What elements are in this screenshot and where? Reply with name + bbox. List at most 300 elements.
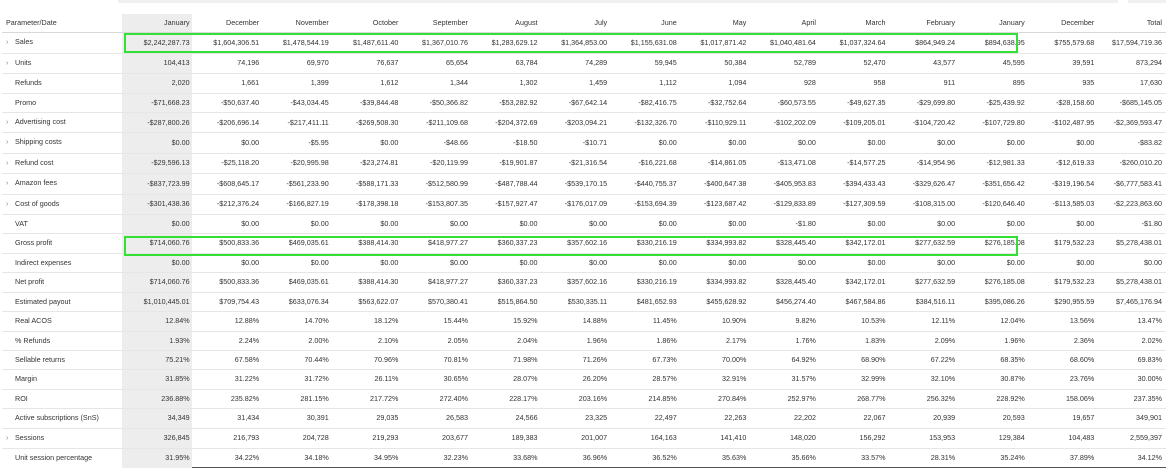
- table-cell: 268.77%: [818, 389, 888, 408]
- row-label[interactable]: [2, 133, 122, 153]
- column-header-total[interactable]: Total: [1096, 14, 1166, 33]
- table-cell: 37.89%: [1027, 448, 1097, 467]
- table-cell: $388,414.30: [331, 234, 401, 253]
- table-cell: -$102,487.95: [1027, 113, 1097, 133]
- row-label-text: % Refunds: [15, 335, 51, 345]
- table-cell: 70.44%: [261, 350, 331, 369]
- table-cell: $1,604,306.51: [192, 33, 262, 53]
- row-label[interactable]: [2, 174, 122, 194]
- table-cell: $0.00: [331, 253, 401, 272]
- table-cell: $0.00: [748, 133, 818, 153]
- column-header-month[interactable]: November: [261, 14, 331, 33]
- table-cell: $276,185.08: [957, 234, 1027, 253]
- table-cell: $328,445.40: [748, 234, 818, 253]
- table-cell: $418,977.27: [400, 273, 470, 292]
- table-cell: -$53,282.92: [470, 93, 540, 112]
- table-cell: 71.98%: [470, 350, 540, 369]
- table-cell: -$212,376.24: [192, 194, 262, 214]
- table-cell: -$1.80: [748, 215, 818, 234]
- table-cell: 1.93%: [122, 331, 192, 350]
- table-cell: $2,242,287.73: [122, 33, 192, 53]
- table-cell: -$60,573.55: [748, 93, 818, 112]
- table-cell: $1,487,611.40: [331, 33, 401, 53]
- table-cell: -$12,981.33: [957, 153, 1027, 173]
- table-cell: -$329,626.47: [888, 174, 958, 194]
- chevron-right-icon[interactable]: ›: [6, 39, 9, 47]
- table-cell: 64.92%: [748, 350, 818, 369]
- table-cell: $864,949.24: [888, 33, 958, 53]
- table-cell: 32.10%: [888, 370, 958, 389]
- table-cell: $357,602.16: [540, 234, 610, 253]
- table-cell: 14.70%: [261, 312, 331, 331]
- row-label: [2, 409, 122, 428]
- table-cell: 272.40%: [400, 389, 470, 408]
- table-cell: 2.02%: [1096, 331, 1166, 350]
- table-cell: 104,413: [122, 53, 192, 73]
- row-label[interactable]: [2, 428, 122, 448]
- row-label-text: Shipping costs: [15, 137, 62, 147]
- row-label-text: Refund cost: [15, 157, 54, 167]
- table-cell: 2.00%: [261, 331, 331, 350]
- table-cell: 28.07%: [470, 370, 540, 389]
- table-cell: $334,993.82: [679, 273, 749, 292]
- table-cell: -$23,274.81: [331, 153, 401, 173]
- table-cell: -$608,645.17: [192, 174, 262, 194]
- chevron-right-icon[interactable]: ›: [6, 434, 9, 442]
- row-label[interactable]: [2, 194, 122, 214]
- table-row[interactable]: [2, 33, 1166, 53]
- table-cell: 67.73%: [609, 350, 679, 369]
- table-cell: 1,344: [400, 74, 470, 93]
- table-cell: 31.85%: [122, 370, 192, 389]
- table-cell: $0.00: [331, 133, 401, 153]
- table-cell: 23,325: [540, 409, 610, 428]
- table-cell: $1,017,871.42: [679, 33, 749, 53]
- row-label-text: Cost of goods: [15, 198, 60, 208]
- table-cell: 30.87%: [957, 370, 1027, 389]
- table-cell: 26.20%: [540, 370, 610, 389]
- table-cell: -$32,752.64: [679, 93, 749, 112]
- table-row: [2, 215, 1166, 234]
- table-cell: -$18.50: [470, 133, 540, 153]
- column-header-month[interactable]: January: [957, 14, 1027, 33]
- table-cell: $0.00: [540, 215, 610, 234]
- table-cell: -$10.71: [540, 133, 610, 153]
- table-cell: 256.32%: [888, 389, 958, 408]
- table-cell: $5,278,438.01: [1096, 234, 1166, 253]
- table-cell: 13.47%: [1096, 312, 1166, 331]
- chevron-right-icon[interactable]: ›: [6, 180, 9, 188]
- table-cell: $0.00: [679, 215, 749, 234]
- table-cell: 24,566: [470, 409, 540, 428]
- table-cell: $357,602.16: [540, 273, 610, 292]
- table-cell: 20,593: [957, 409, 1027, 428]
- table-cell: -$102,202.09: [748, 113, 818, 133]
- table-row[interactable]: [2, 53, 1166, 73]
- table-cell: $515,864.50: [470, 292, 540, 311]
- table-cell: -$127,309.59: [818, 194, 888, 214]
- column-header-month[interactable]: February: [888, 14, 958, 33]
- row-label: [2, 292, 122, 311]
- table-cell: 75.21%: [122, 350, 192, 369]
- table-cell: -$109,205.01: [818, 113, 888, 133]
- table-cell: 35.63%: [679, 448, 749, 467]
- table-cell: $469,035.61: [261, 234, 331, 253]
- table-row[interactable]: [2, 428, 1166, 448]
- table-cell: 203,677: [400, 428, 470, 448]
- table-cell: -$5.95: [261, 133, 331, 153]
- table-cell: 141,410: [679, 428, 749, 448]
- table-cell: $714,060.76: [122, 273, 192, 292]
- table-cell: 935: [1027, 74, 1097, 93]
- table-cell: 34.95%: [331, 448, 401, 467]
- table-cell: 15.44%: [400, 312, 470, 331]
- row-label[interactable]: [2, 113, 122, 133]
- table-cell: 69,970: [261, 53, 331, 73]
- table-row[interactable]: [2, 174, 1166, 194]
- table-cell: $0.00: [470, 215, 540, 234]
- table-cell: 71.26%: [540, 350, 610, 369]
- table-cell: $0.00: [957, 215, 1027, 234]
- column-header-month[interactable]: January: [122, 14, 192, 33]
- row-label: [2, 253, 122, 272]
- table-cell: 76,637: [331, 53, 401, 73]
- chevron-right-icon[interactable]: ›: [6, 119, 9, 127]
- row-label-text: Refunds: [15, 78, 42, 88]
- table-cell: $481,652.93: [609, 292, 679, 311]
- table-cell: 32.23%: [400, 448, 470, 467]
- table-cell: -$203,094.21: [540, 113, 610, 133]
- row-label: [2, 93, 122, 112]
- table-cell: 349,901: [1096, 409, 1166, 428]
- row-label: [2, 234, 122, 253]
- table-cell: -$82,416.75: [609, 93, 679, 112]
- scroll-track-top: [118, 0, 1118, 3]
- table-cell: $530,335.11: [540, 292, 610, 311]
- table-cell: 28.31%: [888, 448, 958, 467]
- table-cell: -$301,438.36: [122, 194, 192, 214]
- table-cell: $0.00: [888, 253, 958, 272]
- table-row[interactable]: [2, 194, 1166, 214]
- row-label: [2, 370, 122, 389]
- table-cell: $7,465,176.94: [1096, 292, 1166, 311]
- table-cell: 2,559,397: [1096, 428, 1166, 448]
- table-cell: $334,993.82: [679, 234, 749, 253]
- row-label-text: Gross profit: [15, 238, 53, 248]
- table-cell: 129,384: [957, 428, 1027, 448]
- table-cell: -$394,433.43: [818, 174, 888, 194]
- table-cell: 65,654: [400, 53, 470, 73]
- column-header-month[interactable]: September: [400, 14, 470, 33]
- column-header-month[interactable]: December: [192, 14, 262, 33]
- row-label: [2, 331, 122, 350]
- table-cell: -$351,656.42: [957, 174, 1027, 194]
- column-header-month[interactable]: April: [748, 14, 818, 33]
- table-cell: $0.00: [957, 253, 1027, 272]
- table-cell: 2.04%: [470, 331, 540, 350]
- table-cell: $1,478,544.19: [261, 33, 331, 53]
- table-row[interactable]: [2, 133, 1166, 153]
- table-cell: 1,094: [679, 74, 749, 93]
- table-cell: 1,459: [540, 74, 610, 93]
- table-cell: 30.00%: [1096, 370, 1166, 389]
- table-cell: -$14,954.96: [888, 153, 958, 173]
- row-label-text: Units: [15, 57, 32, 67]
- table-cell: $0.00: [331, 215, 401, 234]
- table-row: [2, 74, 1166, 93]
- table-cell: $469,035.61: [261, 273, 331, 292]
- table-cell: 216,793: [192, 428, 262, 448]
- table-row: [2, 389, 1166, 408]
- table-cell: -$260,010.20: [1096, 153, 1166, 173]
- table-cell: 1,399: [261, 74, 331, 93]
- table-cell: $290,955.59: [1027, 292, 1097, 311]
- row-label[interactable]: [2, 53, 122, 73]
- table-cell: 911: [888, 74, 958, 93]
- table-cell: $179,532.23: [1027, 273, 1097, 292]
- table-cell: $0.00: [679, 133, 749, 153]
- table-cell: -$104,720.42: [888, 113, 958, 133]
- table-cell: $0.00: [818, 133, 888, 153]
- table-cell: 35.66%: [748, 448, 818, 467]
- table-cell: -$49,627.35: [818, 93, 888, 112]
- chevron-right-icon[interactable]: ›: [6, 59, 9, 67]
- row-label[interactable]: [2, 33, 122, 53]
- table-cell: 219,293: [331, 428, 401, 448]
- table-row[interactable]: [2, 153, 1166, 173]
- table-cell: 70.81%: [400, 350, 470, 369]
- column-header-month[interactable]: May: [679, 14, 749, 33]
- table-cell: 17,630: [1096, 74, 1166, 93]
- table-cell: 31.72%: [261, 370, 331, 389]
- table-row[interactable]: [2, 113, 1166, 133]
- table-cell: 32.91%: [679, 370, 749, 389]
- table-cell: $342,172.01: [818, 234, 888, 253]
- row-label-text: VAT: [15, 219, 28, 229]
- table-cell: 30,391: [261, 409, 331, 428]
- table-cell: 10.53%: [818, 312, 888, 331]
- table-cell: 63,784: [470, 53, 540, 73]
- table-cell: -$107,729.80: [957, 113, 1027, 133]
- table-cell: -$43,034.45: [261, 93, 331, 112]
- table-cell: 26,583: [400, 409, 470, 428]
- table-row: [2, 234, 1166, 253]
- table-cell: 74,196: [192, 53, 262, 73]
- table-cell: 12.04%: [957, 312, 1027, 331]
- table-cell: $1,155,631.08: [609, 33, 679, 53]
- table-cell: 22,202: [748, 409, 818, 428]
- table-cell: -$39,844.48: [331, 93, 401, 112]
- table-cell: -$12,619.33: [1027, 153, 1097, 173]
- table-cell: -$123,687.42: [679, 194, 749, 214]
- table-cell: -$132,326.70: [609, 113, 679, 133]
- table-cell: -$287,800.26: [122, 113, 192, 133]
- table-cell: $1,367,010.76: [400, 33, 470, 53]
- table-cell: $328,445.40: [748, 273, 818, 292]
- table-cell: -$211,109.68: [400, 113, 470, 133]
- table-cell: 281.15%: [261, 389, 331, 408]
- table-cell: 895: [957, 74, 1027, 93]
- table-cell: $0.00: [888, 215, 958, 234]
- profit-loss-table: [2, 14, 1166, 468]
- table-cell: -$25,439.92: [957, 93, 1027, 112]
- column-header-month[interactable]: December: [1027, 14, 1097, 33]
- table-cell: -$29,699.80: [888, 93, 958, 112]
- table-cell: $0.00: [609, 253, 679, 272]
- table-cell: $894,638.95: [957, 33, 1027, 53]
- table-cell: 1,612: [331, 74, 401, 93]
- table-cell: -$21,316.54: [540, 153, 610, 173]
- table-cell: 12.84%: [122, 312, 192, 331]
- table-cell: -$539,170.15: [540, 174, 610, 194]
- table-cell: $0.00: [1096, 253, 1166, 272]
- table-cell: $0.00: [122, 215, 192, 234]
- table-cell: 70.00%: [679, 350, 749, 369]
- table-cell: $1,364,853.00: [540, 33, 610, 53]
- table-cell: 14.88%: [540, 312, 610, 331]
- table-cell: 50,384: [679, 53, 749, 73]
- column-header-month[interactable]: July: [540, 14, 610, 33]
- table-cell: 1,661: [192, 74, 262, 93]
- table-cell: -$120,646.40: [957, 194, 1027, 214]
- table-cell: -$217,411.11: [261, 113, 331, 133]
- table-cell: 67.58%: [192, 350, 262, 369]
- row-label[interactable]: [2, 153, 122, 173]
- table-cell: -$48.66: [400, 133, 470, 153]
- table-cell: $714,060.76: [122, 234, 192, 253]
- table-cell: 2.10%: [331, 331, 401, 350]
- table-cell: -$400,647.38: [679, 174, 749, 194]
- table-cell: 32.99%: [818, 370, 888, 389]
- row-label-text: Sessions: [15, 432, 45, 442]
- table-cell: -$405,953.83: [748, 174, 818, 194]
- row-label-text: Sales: [15, 37, 33, 47]
- table-cell: -$19,901.87: [470, 153, 540, 173]
- table-cell: 11.45%: [609, 312, 679, 331]
- table-cell: 236.88%: [122, 389, 192, 408]
- table-cell: $0.00: [122, 253, 192, 272]
- column-header-month[interactable]: October: [331, 14, 401, 33]
- table-row: [2, 409, 1166, 428]
- table-cell: -$178,398.18: [331, 194, 401, 214]
- row-label-text: Unit session percentage: [15, 453, 93, 463]
- table-cell: -$440,755.37: [609, 174, 679, 194]
- table-cell: 36.96%: [540, 448, 610, 467]
- table-cell: $330,216.19: [609, 234, 679, 253]
- table-cell: $276,185.08: [957, 273, 1027, 292]
- table-cell: 52,789: [748, 53, 818, 73]
- row-label: [2, 350, 122, 369]
- table-cell: 148,020: [748, 428, 818, 448]
- table-cell: 34.12%: [1096, 448, 1166, 467]
- table-row: [2, 370, 1166, 389]
- row-label: [2, 448, 122, 467]
- table-cell: -$28,158.60: [1027, 93, 1097, 112]
- table-cell: -$14,577.25: [818, 153, 888, 173]
- table-cell: $360,337.23: [470, 273, 540, 292]
- table-cell: $467,584.86: [818, 292, 888, 311]
- table-cell: 31,434: [192, 409, 262, 428]
- table-cell: $0.00: [957, 133, 1027, 153]
- table-cell: 217.72%: [331, 389, 401, 408]
- table-row: [2, 350, 1166, 369]
- table-cell: -$157,927.47: [470, 194, 540, 214]
- table-cell: 36.52%: [609, 448, 679, 467]
- table-cell: 2.17%: [679, 331, 749, 350]
- column-header-month[interactable]: March: [818, 14, 888, 33]
- table-cell: $755,579.68: [1027, 33, 1097, 53]
- table-cell: 19,657: [1027, 409, 1097, 428]
- table-row: [2, 93, 1166, 112]
- column-header-month[interactable]: June: [609, 14, 679, 33]
- table-cell: -$487,788.44: [470, 174, 540, 194]
- chevron-right-icon[interactable]: ›: [6, 200, 9, 208]
- table-cell: -$512,580.99: [400, 174, 470, 194]
- table-cell: -$561,233.90: [261, 174, 331, 194]
- table-cell: 156,292: [818, 428, 888, 448]
- table-cell: -$176,017.09: [540, 194, 610, 214]
- table-cell: 34.22%: [192, 448, 262, 467]
- table-cell: 68.60%: [1027, 350, 1097, 369]
- table-cell: -$685,145.05: [1096, 93, 1166, 112]
- table-cell: $0.00: [1027, 133, 1097, 153]
- table-cell: $0.00: [1027, 215, 1097, 234]
- table-cell: $0.00: [679, 253, 749, 272]
- chevron-right-icon[interactable]: ›: [6, 159, 9, 167]
- row-label: [2, 215, 122, 234]
- table-cell: 34.18%: [261, 448, 331, 467]
- table-cell: $1,040,481.64: [748, 33, 818, 53]
- table-cell: 189,383: [470, 428, 540, 448]
- column-header-parameter[interactable]: Parameter/Date: [2, 14, 122, 33]
- table-cell: -$50,637.40: [192, 93, 262, 112]
- table-cell: $330,216.19: [609, 273, 679, 292]
- table-cell: 18.12%: [331, 312, 401, 331]
- table-cell: -$29,596.13: [122, 153, 192, 173]
- table-cell: $384,516.11: [888, 292, 958, 311]
- table-cell: -$71,668.23: [122, 93, 192, 112]
- table-cell: 52,470: [818, 53, 888, 73]
- chevron-right-icon[interactable]: ›: [6, 139, 9, 147]
- table-cell: -$6,777,583.41: [1096, 174, 1166, 194]
- table-row: [2, 448, 1166, 467]
- table-cell: $455,628.92: [679, 292, 749, 311]
- table-cell: $0.00: [609, 215, 679, 234]
- table-cell: $418,977.27: [400, 234, 470, 253]
- table-cell: 43,577: [888, 53, 958, 73]
- column-header-month[interactable]: August: [470, 14, 540, 33]
- table-cell: 228.92%: [957, 389, 1027, 408]
- table-cell: 203.16%: [540, 389, 610, 408]
- row-label: [2, 273, 122, 292]
- row-label: [2, 389, 122, 408]
- table-cell: 31.22%: [192, 370, 262, 389]
- table-cell: 228.17%: [470, 389, 540, 408]
- table-cell: 22,497: [609, 409, 679, 428]
- table-cell: 204,728: [261, 428, 331, 448]
- table-cell: -$2,369,593.47: [1096, 113, 1166, 133]
- table-cell: 30.65%: [400, 370, 470, 389]
- table-cell: 28.57%: [609, 370, 679, 389]
- row-label-text: Net profit: [15, 277, 45, 287]
- table-cell: 1,112: [609, 74, 679, 93]
- table-cell: -$837,723.99: [122, 174, 192, 194]
- table-cell: 69.83%: [1096, 350, 1166, 369]
- table-cell: $17,594,719.36: [1096, 33, 1166, 53]
- table-cell: -$588,171.33: [331, 174, 401, 194]
- table-cell: 873,294: [1096, 53, 1166, 73]
- table-cell: -$1.80: [1096, 215, 1166, 234]
